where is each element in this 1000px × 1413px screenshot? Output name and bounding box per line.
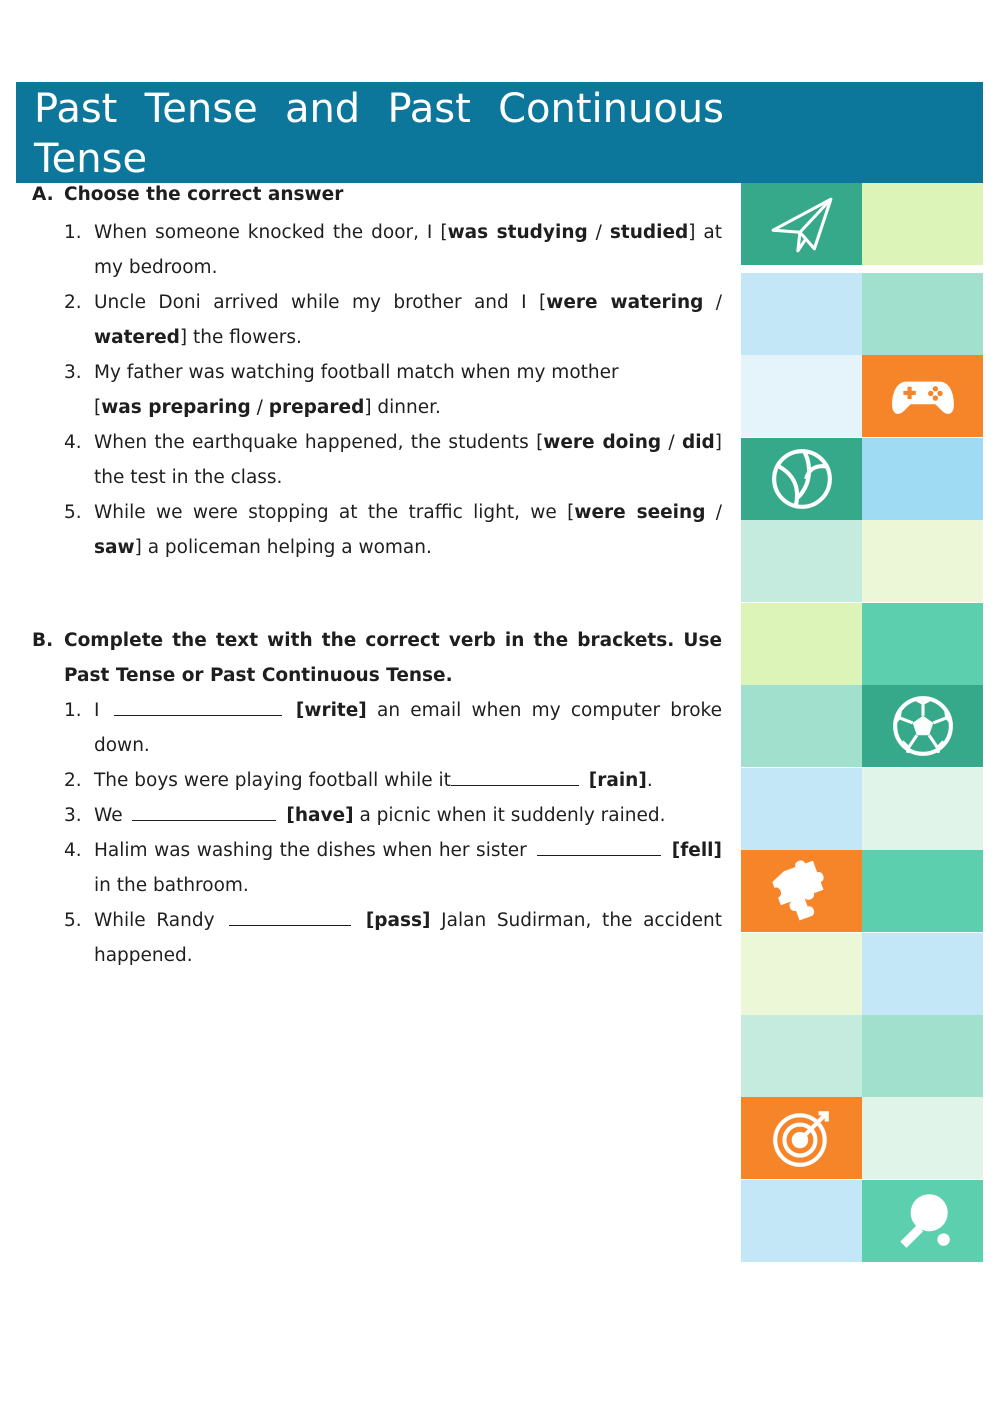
section-a-heading bbox=[32, 180, 722, 210]
item-text: Uncle Doni arrived while my brother and I [ bbox=[94, 292, 547, 313]
item-text: The boys were playing football while it bbox=[94, 770, 451, 791]
item-number: 3. bbox=[64, 805, 82, 826]
tile bbox=[741, 520, 862, 602]
ping-pong-icon bbox=[890, 1188, 956, 1254]
separator: / bbox=[661, 432, 682, 453]
tile bbox=[862, 1097, 983, 1179]
beach-ball-icon bbox=[769, 446, 835, 512]
tile bbox=[862, 273, 983, 355]
item-number: 5. bbox=[64, 910, 82, 931]
verb-hint: [have] bbox=[286, 805, 354, 826]
tile bbox=[741, 273, 862, 355]
item-text: ] a policeman helping a woman. bbox=[134, 537, 432, 558]
item-number: 5. bbox=[64, 502, 82, 523]
section-title: Complete the text with the correct verb in the brackets. Use Past Tense or Past Continuous Tense. bbox=[64, 630, 722, 686]
tile bbox=[741, 768, 862, 850]
item-text: ] the test in the class. bbox=[94, 432, 722, 488]
item-text: Halim was washing the dishes when her sister bbox=[94, 840, 527, 861]
item-number: 3. bbox=[64, 362, 82, 383]
title-banner bbox=[16, 82, 983, 183]
option-2[interactable]: saw bbox=[94, 537, 135, 558]
tile bbox=[741, 183, 862, 265]
item-text: We bbox=[94, 805, 123, 826]
target-icon bbox=[769, 1105, 835, 1171]
item-number: 4. bbox=[64, 432, 82, 453]
list-item bbox=[32, 833, 722, 903]
tile bbox=[862, 1015, 983, 1097]
item-text: ] the flowers. bbox=[179, 327, 302, 348]
separator: / bbox=[703, 292, 723, 313]
list-item bbox=[32, 285, 722, 355]
item-number: 2. bbox=[64, 292, 82, 313]
item-number: 1. bbox=[64, 700, 82, 721]
item-text: in the bathroom. bbox=[94, 875, 249, 896]
option-1[interactable]: were doing bbox=[543, 432, 662, 453]
item-text: When the earthquake happened, the students [ bbox=[94, 432, 544, 453]
worksheet-content bbox=[32, 180, 722, 973]
section-b-heading bbox=[32, 623, 722, 693]
list-item bbox=[32, 798, 722, 833]
tile bbox=[862, 183, 983, 265]
section-letter: B. bbox=[32, 630, 54, 651]
item-text: Jalan Sudirman, the accident happened. bbox=[94, 910, 722, 966]
tile bbox=[741, 685, 862, 767]
tile bbox=[741, 438, 862, 520]
answer-blank[interactable] bbox=[114, 693, 282, 716]
answer-blank[interactable] bbox=[451, 763, 579, 786]
option-1[interactable]: was preparing bbox=[101, 397, 251, 418]
answer-blank[interactable] bbox=[229, 903, 351, 926]
verb-hint: [rain] bbox=[588, 770, 647, 791]
list-item bbox=[32, 215, 722, 285]
fill-in-list bbox=[32, 693, 722, 973]
tile bbox=[862, 438, 983, 520]
item-text: an email when my computer broke down. bbox=[94, 700, 722, 756]
tile bbox=[862, 603, 983, 685]
option-2[interactable]: watered bbox=[94, 327, 180, 348]
answer-blank[interactable] bbox=[132, 798, 276, 821]
tile bbox=[741, 355, 862, 437]
tile bbox=[862, 355, 983, 437]
option-1[interactable]: were seeing bbox=[574, 502, 706, 523]
item-number: 1. bbox=[64, 222, 82, 243]
choice-list bbox=[32, 215, 722, 565]
tile bbox=[741, 1097, 862, 1179]
tile bbox=[741, 850, 862, 932]
paper-plane-icon bbox=[769, 191, 835, 257]
option-2[interactable]: prepared bbox=[268, 397, 365, 418]
item-text: While we were stopping at the traffic light, we [ bbox=[94, 502, 575, 523]
separator: / bbox=[705, 502, 722, 523]
tile bbox=[862, 520, 983, 602]
option-2[interactable]: studied bbox=[609, 222, 689, 243]
item-text: [ bbox=[94, 397, 102, 418]
tile bbox=[741, 1015, 862, 1097]
page-title: Past Tense and Past Continuous Tense bbox=[34, 86, 724, 182]
list-item bbox=[32, 693, 722, 763]
separator: / bbox=[250, 397, 269, 418]
answer-blank[interactable] bbox=[537, 833, 661, 856]
item-text: . bbox=[646, 770, 653, 791]
verb-hint: [write] bbox=[295, 700, 367, 721]
item-text: a picnic when it suddenly rained. bbox=[359, 805, 666, 826]
option-1[interactable]: was studying bbox=[447, 222, 588, 243]
item-text: My father was watching football match when my mother bbox=[94, 362, 619, 383]
item-text: While Randy bbox=[94, 910, 215, 931]
list-item bbox=[32, 763, 722, 798]
gamepad-icon bbox=[890, 363, 956, 429]
separator: / bbox=[587, 222, 610, 243]
item-number: 2. bbox=[64, 770, 82, 791]
item-text: ] at my bedroom. bbox=[94, 222, 723, 278]
item-number: 4. bbox=[64, 840, 82, 861]
tile bbox=[862, 685, 983, 767]
item-text: When someone knocked the door, I [ bbox=[94, 222, 448, 243]
tile bbox=[862, 768, 983, 850]
tile bbox=[741, 603, 862, 685]
list-item bbox=[32, 903, 722, 973]
option-1[interactable]: were watering bbox=[546, 292, 704, 313]
tile bbox=[741, 933, 862, 1015]
tile bbox=[862, 933, 983, 1015]
list-item bbox=[32, 425, 722, 495]
tile bbox=[741, 1180, 862, 1262]
verb-hint: [pass] bbox=[365, 910, 431, 931]
list-item bbox=[32, 355, 722, 425]
section-a bbox=[32, 180, 722, 565]
verb-hint: [fell] bbox=[671, 840, 722, 861]
puzzle-icon bbox=[769, 858, 835, 924]
item-text: ] dinner. bbox=[364, 397, 441, 418]
section-b bbox=[32, 623, 722, 973]
tile bbox=[862, 850, 983, 932]
tile bbox=[862, 1180, 983, 1262]
section-letter: A. bbox=[32, 184, 54, 205]
option-2[interactable]: did bbox=[681, 432, 715, 453]
section-title: Choose the correct answer bbox=[64, 184, 344, 205]
item-text: I bbox=[94, 700, 100, 721]
soccer-ball-icon bbox=[890, 693, 956, 759]
list-item bbox=[32, 495, 722, 565]
